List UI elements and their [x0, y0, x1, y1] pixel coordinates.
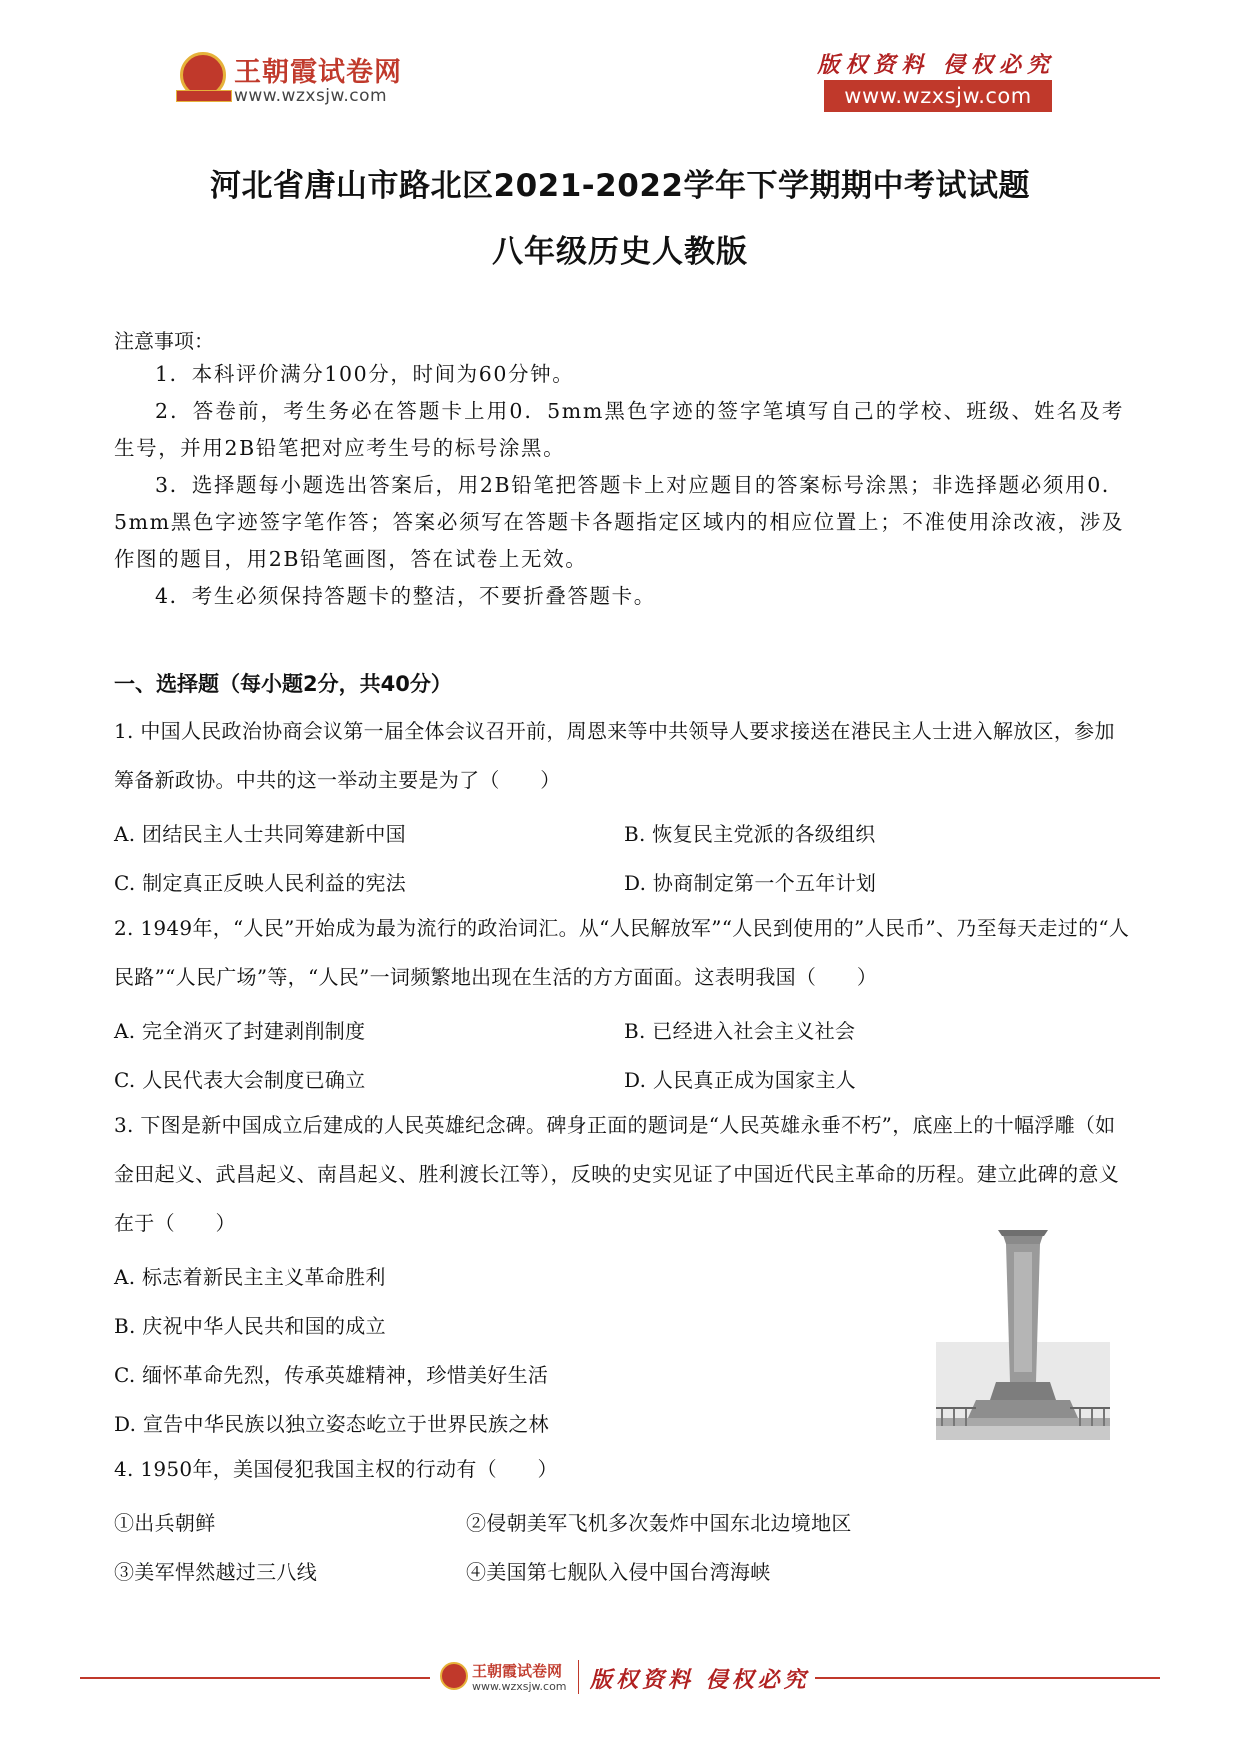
question-option: A. 完全消灭了封建剥削制度 [114, 1019, 366, 1043]
notice-heading: 注意事项： [114, 329, 214, 353]
question-option: D. 宣告中华民族以独立姿态屹立于世界民族之林 [114, 1412, 549, 1436]
notice-list [114, 356, 1124, 615]
question-stem: 3. 下图是新中国成立后建成的人民英雄纪念碑。碑身正面的题词是“人民英雄永垂不朽”，底座上的十幅浮雕（如金田起义、武昌起义、南昌起义、胜利渡长江等），反映的史实见证了中国近代民主革命的历程。建立此碑的意义在于（ ） [114, 1113, 1119, 1235]
footer-separator [578, 1660, 579, 1694]
exam-title: 河北省唐山市路北区2021-2022学年下学期期中考试试题 [210, 168, 1030, 204]
question-option: ③美军悍然越过三八线 [114, 1560, 317, 1584]
brand-name: 王朝霞试卷网 [234, 57, 402, 88]
monument-photo [936, 1222, 1110, 1440]
notice-item: 2．答卷前，考生务必在答题卡上用0．5mm黑色字迹的签字笔填写自己的学校、班级、姓名及考生号，并用2B铅笔把对应考生号的标号涂黑。 [114, 399, 1124, 460]
url-banner: www.wzxsjw.com [824, 80, 1052, 112]
notice-item: 3．选择题每小题选出答案后，用2B铅笔把答题卡上对应题目的答案标号涂黑；非选择题必须用0．5mm黑色字迹签字笔作答；答案必须写在答题卡各题指定区域内的相应位置上；不准使用涂改液，涉及作图的题目，用2B铅笔画图，答在试卷上无效。 [114, 473, 1124, 571]
question-option: A. 标志着新民主主义革命胜利 [114, 1265, 386, 1289]
question-option: B. 庆祝中华人民共和国的成立 [114, 1314, 386, 1338]
question-option: B. 已经进入社会主义社会 [624, 1019, 856, 1043]
question-option: ④美国第七舰队入侵中国台湾海峡 [466, 1560, 771, 1584]
notice-item: 1．本科评价满分100分，时间为60分钟。 [155, 362, 575, 386]
question-stem: 2. 1949年，“人民”开始成为最为流行的政治词汇。从“人民解放军”“人民到使用的”人民币”、乃至每天走过的“人民路”“人民广场”等，“人民”一词频繁地出现在生活的方方面面。这表明我国（ ） [114, 916, 1130, 989]
question-stem: 1. 中国人民政治协商会议第一届全体会议召开前，周恩来等中共领导人要求接送在港民主人士进入解放区，参加筹备新政协。中共的这一举动主要是为了（ ） [114, 719, 1115, 792]
question-option: C. 人民代表大会制度已确立 [114, 1068, 366, 1092]
seal-icon [440, 1662, 468, 1690]
brand-url: www.wzxsjw.com [234, 86, 388, 106]
question-option: ②侵朝美军飞机多次轰炸中国东北边境地区 [466, 1511, 852, 1535]
question-option: A. 团结民主人士共同筹建新中国 [114, 822, 406, 846]
seal-ribbon [176, 90, 232, 102]
question-stem: 4. 1950年，美国侵犯我国主权的行动有（ ） [114, 1457, 558, 1481]
footer-brand-name: 王朝霞试卷网 [472, 1662, 563, 1680]
footer-brand-url: www.wzxsjw.com [472, 1680, 567, 1693]
brand-logo [180, 50, 420, 116]
footer-divider [815, 1677, 1160, 1679]
footer-copyright: 版权资料 侵权必究 [590, 1667, 810, 1693]
question-option: D. 人民真正成为国家主人 [624, 1068, 856, 1092]
exam-subtitle: 八年级历史人教版 [492, 234, 748, 270]
question-option: C. 制定真正反映人民利益的宪法 [114, 871, 407, 895]
question-option: C. 缅怀革命先烈，传承英雄精神，珍惜美好生活 [114, 1363, 549, 1387]
notice-item: 4．考生必须保持答题卡的整洁，不要折叠答题卡。 [155, 584, 656, 608]
copyright-notice: 版权资料 侵权必究 [817, 52, 1055, 78]
footer-divider [80, 1677, 430, 1679]
question-option: D. 协商制定第一个五年计划 [624, 871, 877, 895]
question-option: ①出兵朝鲜 [114, 1511, 216, 1535]
section-heading: 一、选择题（每小题2分，共40分） [114, 672, 452, 696]
question-option: B. 恢复民主党派的各级组织 [624, 822, 876, 846]
